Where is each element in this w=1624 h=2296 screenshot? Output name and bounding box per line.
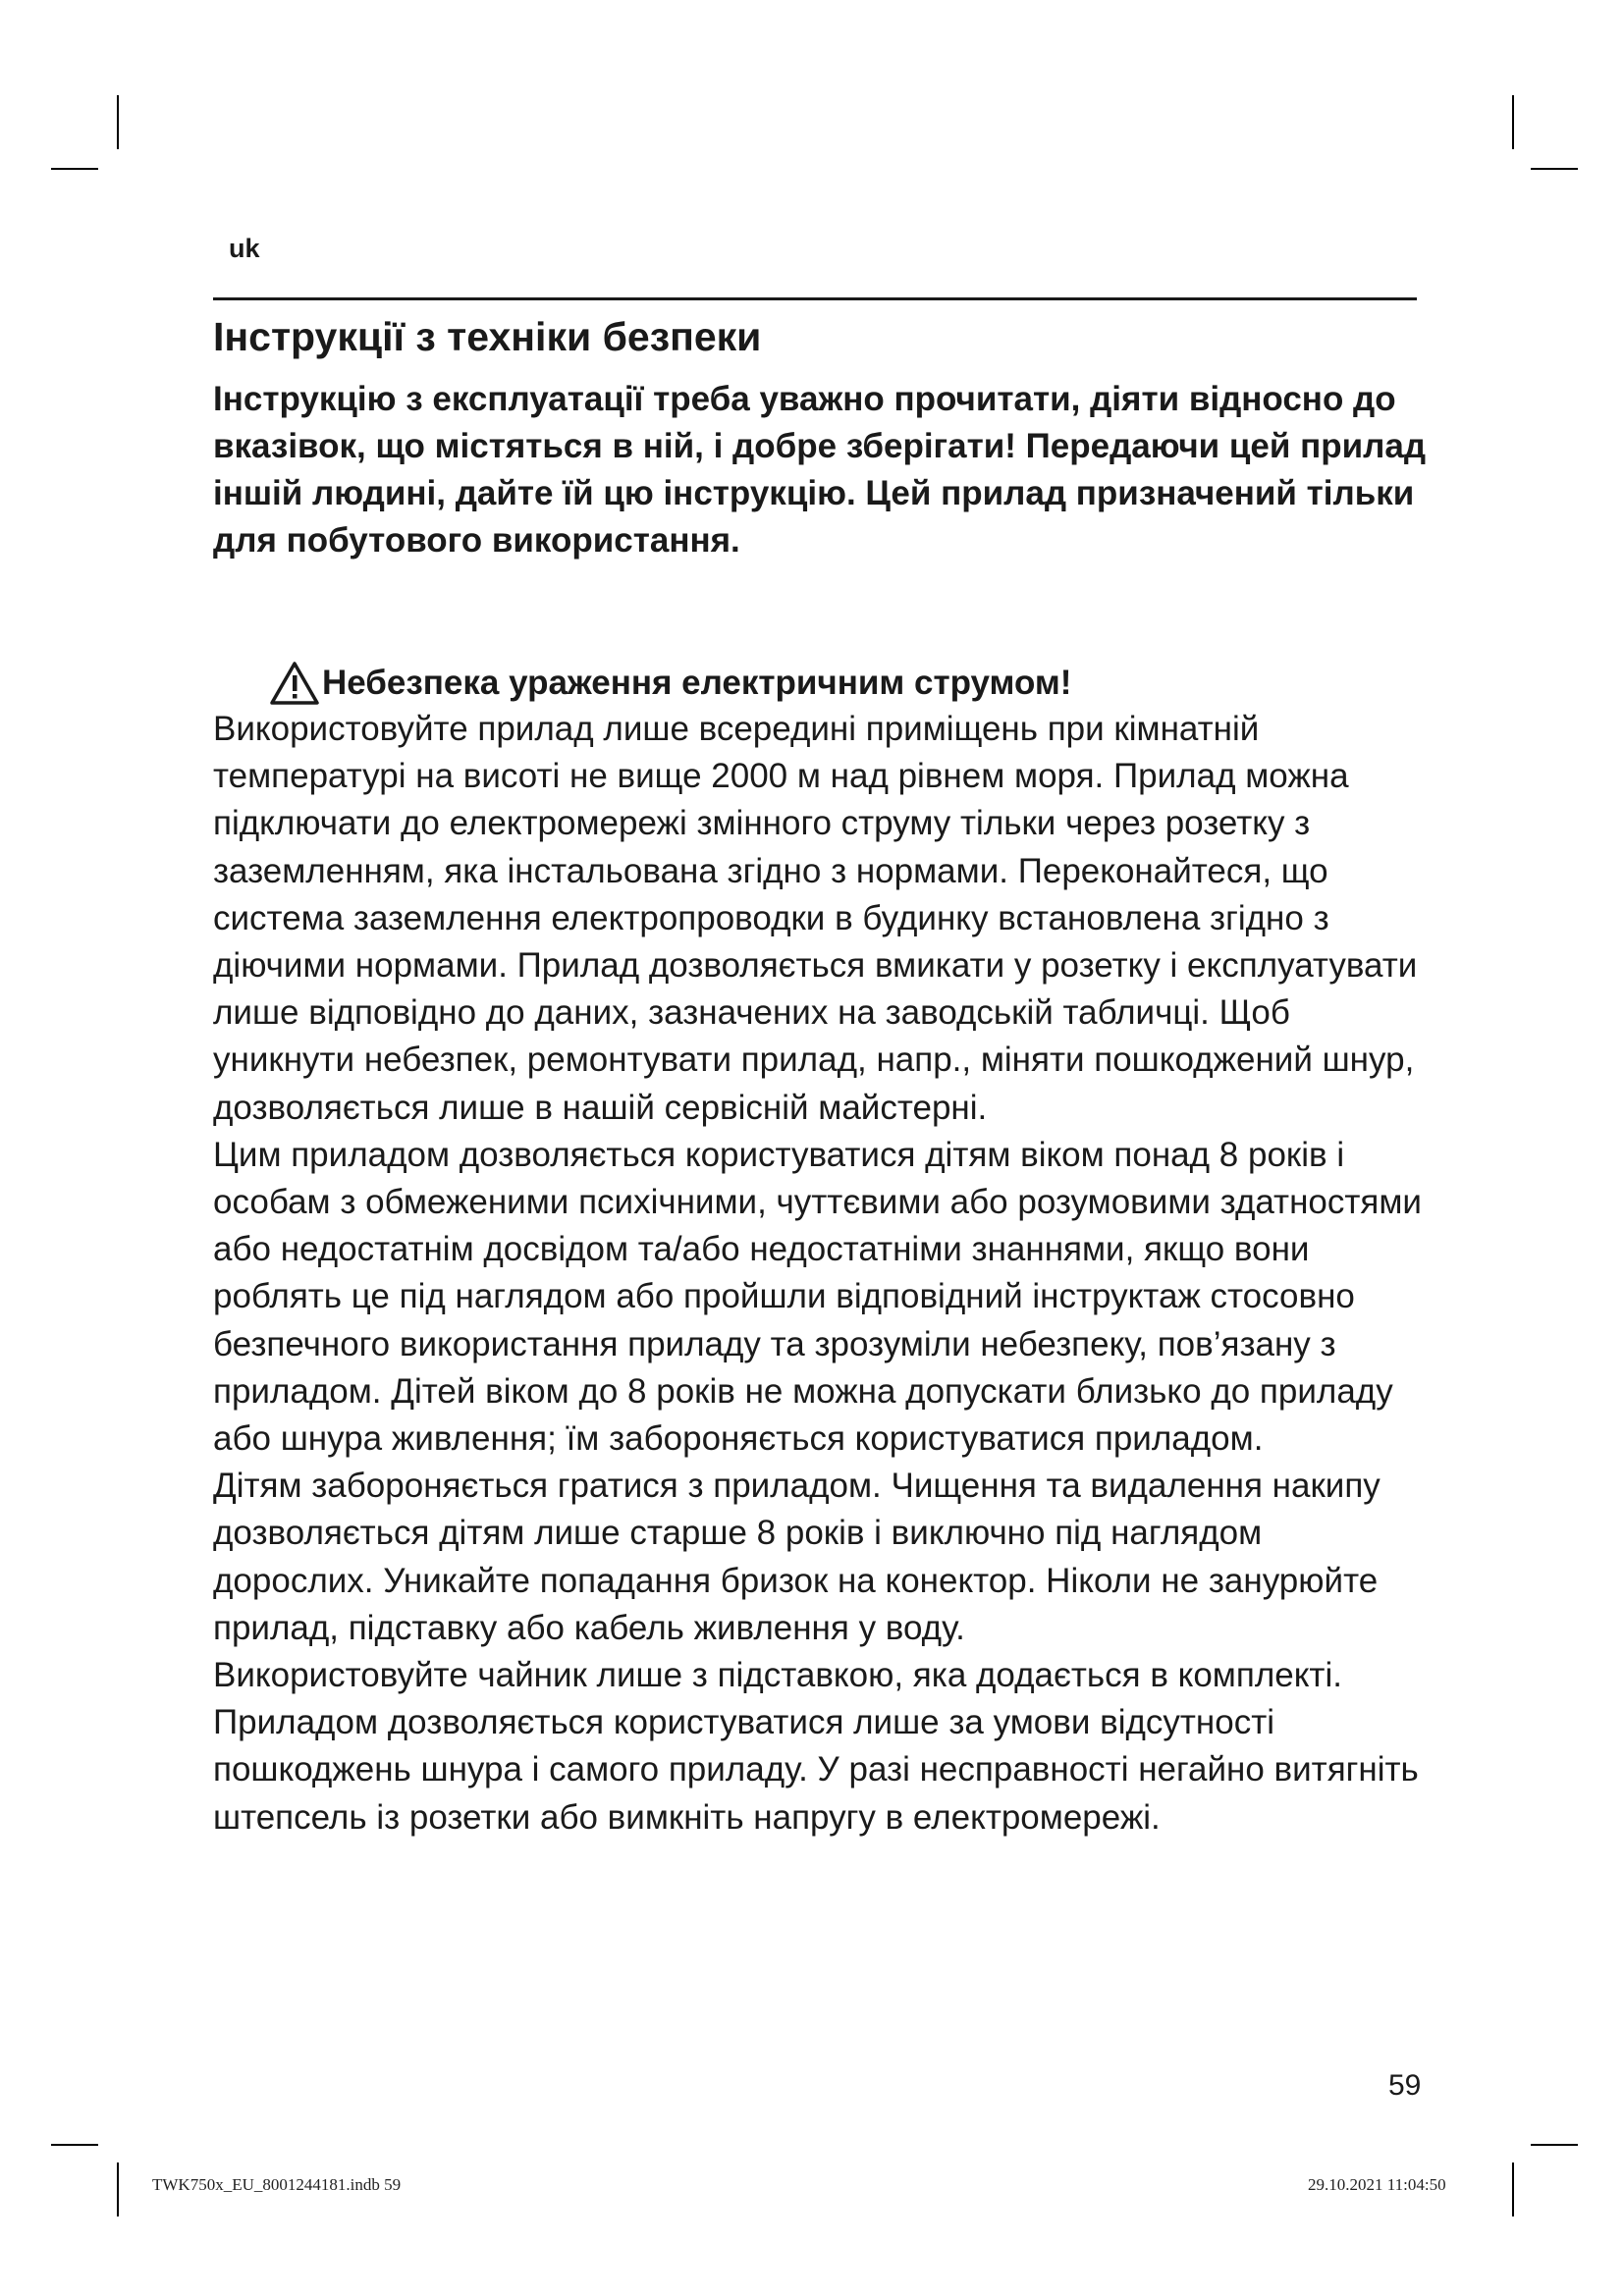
crop-mark [51, 168, 98, 170]
page-number: 59 [1388, 2069, 1422, 2102]
warning-heading [269, 660, 1071, 707]
paragraph-base-usage: Використовуйте чайник лише з підставкою, яка додається в комплекті. Приладом дозволяється користуватися лише за умови відсутності пошкоджень шнура і самого приладу. У разі несправності негайно витягніть штепсель із розетки або вимкніть напругу в електромережі. [213, 1656, 1419, 1837]
language-label: uk [229, 234, 260, 263]
crop-mark [51, 2144, 98, 2146]
crop-mark [117, 2163, 119, 2216]
paragraph-children-users: Цим приладом дозволяється користуватися дітям віком понад 8 років і особам з обмеженими психічними, чуттєвими або розумовими здатностями або недостатнім досвідом та/або недостатніми знаннями, якщо вони роблять це під наглядом або пройшли відповідний інструктаж стосовно безпечного використання приладу та зрозуміли небезпеку, пов’язану з приладом. Дітей віком до 8 років не можна допускати близько до приладу або шнура живлення; їм забороняється користуватися приладом. [213, 1135, 1422, 1459]
crop-mark [1512, 95, 1514, 149]
warning-triangle-icon [269, 661, 320, 706]
crop-mark [1512, 2163, 1514, 2216]
footer-timestamp: 29.10.2021 11:04:50 [1308, 2175, 1446, 2194]
paragraph-children-play: Дітям забороняється гратися з приладом. Чищення та видалення накипу дозволяється дітям лише старше 8 років і виключно під наглядом дорослих. Уникайте попадання бризок на конектор. Ніколи не занурюйте прилад, підставку або кабель живлення у воду. [213, 1467, 1380, 1647]
intro-paragraph: Інструкцію з експлуатації треба уважно прочитати, діяти відносно до вказівок, що містяться в ній, і добре зберігати! Передаючи цей прилад іншій людині, дайте їй цю інструкцію. Цей прилад призначений тільки для побутового використання. [213, 380, 1427, 560]
crop-mark [117, 95, 119, 149]
header-divider [213, 297, 1417, 300]
safety-body [213, 706, 1431, 1842]
paragraph-electrical: Використовуйте прилад лише всередині приміщень при кімнатній температурі на висоті не вище 2000 м над рівнем моря. Прилад можна підключати до електромережі змінного струму тільки через розетку з заземленням, яка інстальована згідно з нормами. Переконайтеся, що система заземлення електропроводки в будинку встановлена згідно з діючими нормами. Прилад дозволяється вмикати у розетку і експлуатувати лише відповідно до даних, зазначених на заводській табличці. Щоб уникнути небезпек, ремонтувати прилад, напр., міняти пошкоджений шнур, дозволяється лише в нашій сервісній майстерні. [213, 710, 1418, 1127]
crop-mark [1531, 2144, 1578, 2146]
page-title: Інструкції з техніки безпеки [213, 314, 762, 359]
crop-mark [1531, 168, 1578, 170]
warning-heading-text: Небезпека ураження електричним струмом! [322, 664, 1072, 702]
footer-file-info: TWK750x_EU_8001244181.indb 59 [152, 2175, 402, 2194]
